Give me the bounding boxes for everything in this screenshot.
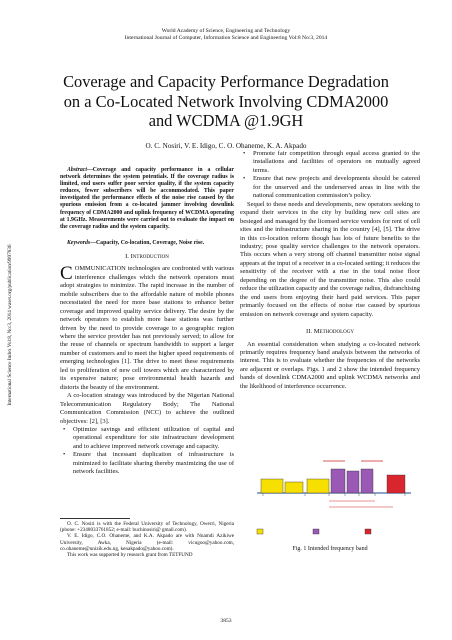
keywords [60, 240, 234, 247]
band-purple-2 [347, 471, 359, 493]
footnote-2: V. E. Idigo, C.O. Ohaneme, and K.A. Akpado are with Nnamdi Azikiwe University, Awka, Nigeria (e-mail: vicugoo@yahoo.com, co.ohaneme@unizik.edu.ng, kenakpado@yahoo.com). [60, 533, 234, 552]
band-yellow-1 [261, 479, 283, 493]
figure-caption: Fig. 1 Intended frequency band [292, 546, 368, 552]
footnote-3: This work was supported by research grant from TETFUND [67, 552, 193, 559]
list-item: • Promote fair competition through equal access granted to the installations and facilities of operators on mutually agreed terms. [240, 150, 420, 175]
section-heading-introduction: I. Introduction [125, 252, 169, 260]
intro-paragraph-2: A co-location strategy was introduced by the Nigerian National Telecommunication Regulatory Body; The National Communication Commission (NCC) to achieve the outlined objectives: [2], [3]. [60, 392, 234, 425]
band-yellow-2 [285, 482, 303, 493]
abstract-label: Abstract [67, 167, 87, 173]
right-column [240, 150, 420, 391]
list-item: • Optimize savings and efficient utilization of capital and operational expenditure for site infrastructure development and to achieve improved network coverage and capacity. [60, 426, 234, 451]
abstract [60, 167, 234, 231]
keywords-label: Keywords [67, 239, 91, 246]
author-list: O. C. Nosiri, V. E. Idigo, C. O. Ohaneme, K. A. Akpado [145, 142, 307, 150]
legend-swatch-red [365, 529, 371, 534]
side-note [5, 190, 14, 460]
legend-swatch-yellow [257, 529, 263, 534]
list-item: • Ensure that new projects and developments should be catered for the unserved and the underserved areas in line with the national communication commission’s policy. [240, 175, 420, 200]
footnotes [60, 521, 234, 558]
keywords-text: —Capacity, Co-location, Coverage, Noise rise. [90, 239, 205, 246]
intro-paragraph-1-text: OMMUNICATION technologies are confronted with various interference challenges which the network operators must adopt strategies to minimize. The rapid increase in the number of mobile subscribers due to the affordable nature of mobile phones necessitated the need for more base stations to enhance better coverage and improved quality service delivery. The desire by the network operators to establish more base stations was further driven by the need to provide coverage to a geographic region where the service provider has not previously served; to allow for the reuse of channels or spectrum bandwidth to support a larger number of customers and to meet the higher speed requirements of emerging technologies [1]. The drive to meet these requirements led to proliferation of new cell towers which are characterized by its expensive nature; pose environmental health hazards and distorts the beauty of the environment. [60, 265, 234, 391]
band-purple-1 [331, 469, 345, 493]
band-red [387, 475, 405, 493]
drop-cap: C [60, 263, 73, 285]
intro-paragraph-1 [60, 265, 234, 392]
title-line-2: on a Co-Located Network Involving CDMA2000 [63, 91, 389, 111]
journal-header-line1: World Academy of Science, Engineering and Technology [161, 28, 291, 34]
journal-header-line2: International Journal of Computer, Information Science and Engineering Vol:8 No:3, 2014 [124, 35, 328, 41]
band-yellow-3 [307, 479, 329, 493]
title-line-3: and WCDMA @1.9GH [148, 111, 304, 130]
methodology-paragraph-1: An essential consideration when studying a co-located network primarily requires frequency band analysis between the networks of interest. This is to evaluate whether the frequencies of the networks are adjacent or overlaps. Figs. 1 and 2 show the intended frequency bands of downlink CDMA2000 and uplink WCDMA networks and the likelihood of interference occurrence. [240, 340, 420, 390]
abstract-text: —Coverage and capacity performance in a cellular network determines the system potentials. If the coverage radius is limited, end users suffer poor service quality, if the system capacity reduces, fewer subscribers will be accommodated. This paper investigated the performance effects of the noise rise caused by the spurious emission from a co-located jammer involving downlink frequency of CDMA2000 and uplink frequency of WCDMA operating at 1.9GHz. Measurements were carried out to evaluate the impact on the coverage radius and the system capacity. [60, 167, 234, 230]
objectives-list-right [240, 150, 420, 201]
left-column [60, 167, 234, 477]
footnote-divider [60, 518, 130, 519]
page-number: 3853 [220, 618, 232, 624]
section-heading-methodology: II. Methodology [306, 328, 354, 336]
legend-swatch-purple [313, 529, 319, 534]
objectives-list-left [60, 426, 234, 477]
band-purple-3 [361, 469, 373, 493]
figure-1 [253, 447, 413, 543]
footnote-1: O. C. Nosiri is with the Federal University of Technology, Owerri, Nigeria (phone: +2348033761852; e-mail: buchinosiri@ gmail.com). [60, 521, 234, 534]
frequency-band-diagram [253, 447, 413, 543]
title-line-1: Coverage and Capacity Performance Degradation [63, 72, 389, 91]
paper-title [20, 72, 432, 131]
intro-paragraph-3: Sequel to these needs and developments, new operators seeking to expand their services in the city by building new cell sites are besieged and managed by the licensed service vendors for rent of cell sites and the infrastructure sharing in the country [4], [5]. The drive in this co-location reform though has lots of future benefits to the industry; pose quality service challenges to the network operators. This occurs when a very strong off channel transmitter noise signal appears at the input of a receiver in a co-located setting; it reduces the sensitivity of the receiver with a rise in the total noise floor depending on the degree of the transmitter noise. This also could reduce the utilization capacity and the coverage radius, disfranchising the end users from enjoying their hard paid services. This paper primarily focused on the effects of noise rise caused by spurious emission on network coverage and system capacity. [240, 200, 420, 318]
side-note-text: International Science Index Vol:8, No:3, 2014 waset.org/publication/9997836 [6, 244, 13, 406]
list-item: • Ensure that incessant duplication of infrastructure is minimized to facilitate sharing thereby maximizing the use of network facilities. [60, 451, 234, 476]
